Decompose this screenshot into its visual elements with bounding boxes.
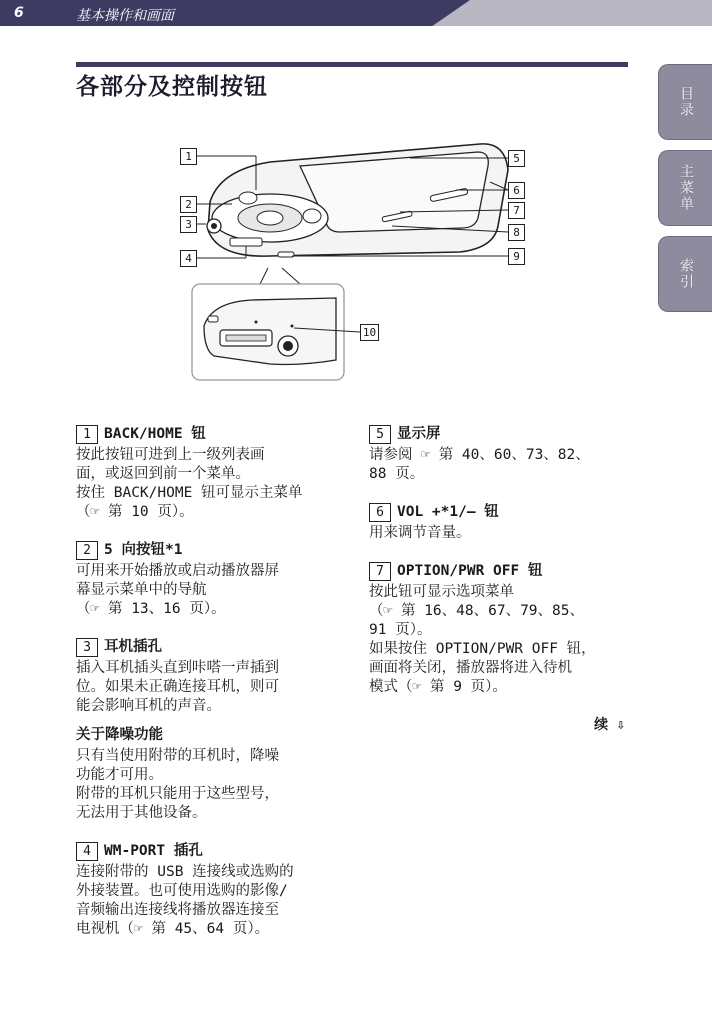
item-heading	[369, 562, 631, 581]
tab-index-label: 索引	[678, 258, 694, 290]
page-title: 各部分及控制按钮	[76, 74, 268, 100]
item-heading	[369, 503, 631, 522]
item-heading-text: 5 向按钮*1	[104, 542, 183, 558]
callout-10: 10	[360, 324, 379, 341]
callout-5: 5	[508, 150, 525, 167]
item-heading	[76, 425, 338, 444]
item-number: 1	[76, 425, 98, 444]
note-body: 只有当使用附带的耳机时，降噪 功能才可用。 附带的耳机只能用于这些型号， 无法用于其他设备。	[76, 748, 279, 821]
item-heading-text: WM-PORT 插孔	[104, 843, 203, 859]
item-body: 可用来开始播放或启动播放器屏 幕显示菜单中的导航 （☞ 第 13、16 页）。	[76, 563, 279, 617]
section-name: 基本操作和画面	[76, 8, 174, 24]
tab-contents[interactable]	[658, 64, 712, 140]
callout-7: 7	[508, 202, 525, 219]
item-4	[76, 842, 338, 939]
item-heading-text: BACK/HOME 钮	[104, 426, 206, 442]
title-rule	[76, 62, 628, 67]
device-drawing	[160, 130, 540, 390]
item-number: 4	[76, 842, 98, 861]
item-body: 连接附带的 USB 连接线或选购的 外接装置。也可使用选购的影像/ 音频输出连接线将播放器连接至 电视机（☞ 第 45、64 页）。	[76, 864, 294, 937]
page-number: 6	[14, 5, 24, 21]
item-heading	[369, 425, 631, 444]
item-number: 6	[369, 503, 391, 522]
item-number: 7	[369, 562, 391, 581]
noise-cancel-note	[76, 726, 338, 823]
callout-6: 6	[508, 182, 525, 199]
tab-home-menu-label: 主菜单	[678, 164, 694, 212]
continue-label[interactable]: 续 ⇩	[594, 717, 625, 733]
item-heading	[76, 842, 338, 861]
callout-1: 1	[180, 148, 197, 165]
callout-2: 2	[180, 196, 197, 213]
item-5	[369, 425, 631, 484]
item-body: 按此按钮可进到上一级列表画 面，或返回到前一个菜单。 按住 BACK/HOME 钮可显示主菜单 （☞ 第 10 页）。	[76, 447, 303, 520]
item-heading-text: 耳机插孔	[104, 639, 162, 655]
device-illustration	[160, 130, 540, 390]
item-7	[369, 562, 631, 697]
item-number: 2	[76, 541, 98, 560]
item-heading-text: 显示屏	[397, 426, 441, 442]
item-body: 插入耳机插头直到咔嗒一声插到 位。如果未正确连接耳机，则可 能会影响耳机的声音。	[76, 660, 279, 714]
item-heading-text: VOL +*1/– 钮	[397, 504, 499, 520]
item-heading	[76, 541, 338, 560]
item-heading-text: OPTION/PWR OFF 钮	[397, 563, 543, 579]
item-number: 3	[76, 638, 98, 657]
right-column	[369, 425, 631, 735]
item-body: 按此钮可显示选项菜单 （☞ 第 16、48、67、79、85、 91 页）。 如果按住 OPTION/PWR OFF 钮， 画面将关闭，播放器将进入待机 模式（☞ 第 9 页）。	[369, 584, 596, 695]
item-3	[76, 638, 338, 716]
note-heading: 关于降噪功能	[76, 727, 163, 743]
item-number: 5	[369, 425, 391, 444]
header-band-dark	[0, 0, 470, 26]
item-2	[76, 541, 338, 619]
tab-index[interactable]	[658, 236, 712, 312]
callout-3: 3	[180, 216, 197, 233]
callout-8: 8	[508, 224, 525, 241]
item-body: 请参阅 ☞ 第 40、60、73、82、 88 页。	[369, 447, 590, 482]
tab-home-menu[interactable]	[658, 150, 712, 226]
left-column	[76, 425, 338, 958]
tab-contents-label: 目录	[678, 86, 694, 118]
callout-9: 9	[508, 248, 525, 265]
item-6	[369, 503, 631, 543]
item-body: 用来调节音量。	[369, 525, 471, 541]
item-heading	[76, 638, 338, 657]
callout-4: 4	[180, 250, 197, 267]
item-1	[76, 425, 338, 522]
